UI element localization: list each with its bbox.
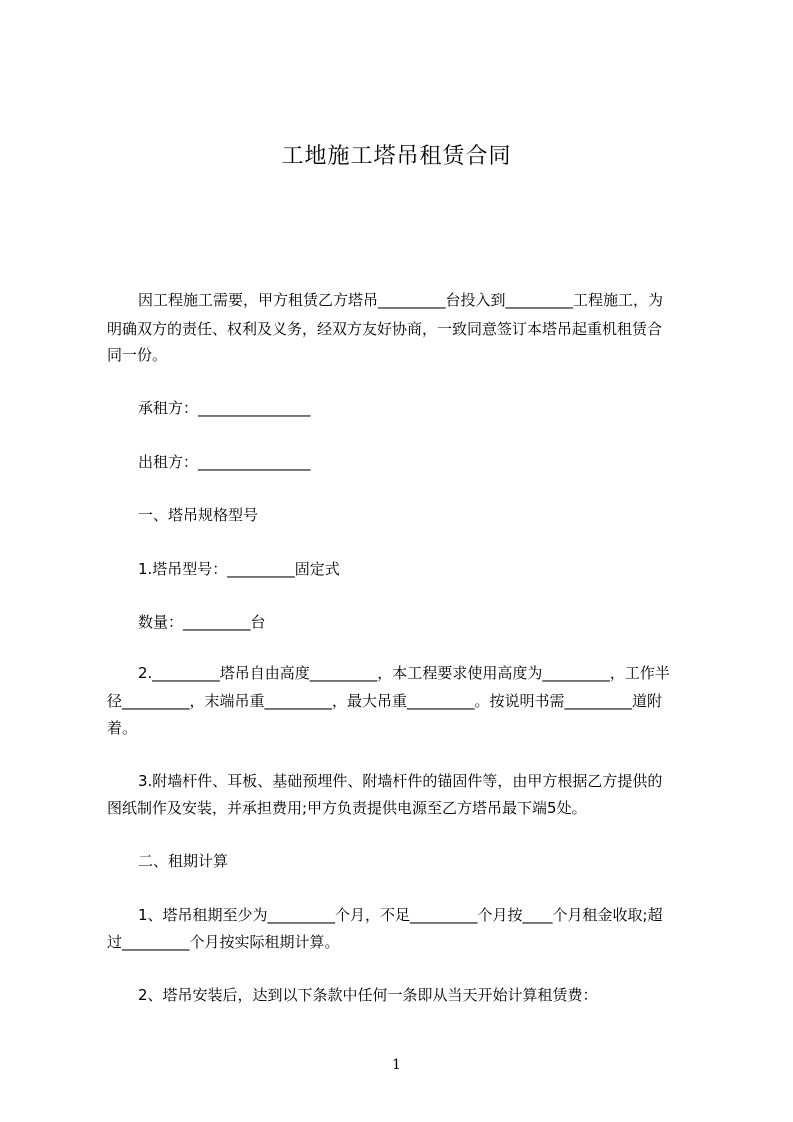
section-1-item-1: 1.塔吊型号：_________固定式 (138, 560, 340, 578)
section-1-item-2-line-2: 径_________，末端吊重_________，最大吊重_________。按说明书需_________道附 (107, 692, 663, 710)
section-1-item-2-line-3: 着。 (107, 719, 138, 737)
section-1-item-2-line-1: 2._________塔吊自由高度_________，本工程要求使用高度为_________，工作半 (138, 664, 670, 682)
section-1-heading: 一、塔吊规格型号 (138, 506, 259, 524)
section-1-item-3-line-1: 3.附墙杆件、耳板、基础预埋件、附墙杆件的锚固件等，由甲方根据乙方提供的 (138, 772, 663, 790)
document-title: 工地施工塔吊租赁合同 (281, 144, 512, 169)
page-number: 1 (392, 1057, 401, 1073)
section-1-item-3-line-2: 图纸制作及安装，并承担费用;甲方负责提供电源至乙方塔吊最下端5处。 (107, 799, 587, 817)
section-2-item-1-line-1: 1、塔吊租期至少为_________个月，不足_________个月按____个月租金收取;超 (138, 906, 663, 924)
section-2-heading: 二、租期计算 (138, 852, 229, 870)
section-1-quantity: 数量：_________台 (138, 613, 266, 631)
section-2-item-1-line-2: 过_________个月按实际租期计算。 (107, 933, 340, 951)
intro-line-1: 因工程施工需要，甲方租赁乙方塔吊_________台投入到_________工程施工，为 (138, 291, 664, 309)
lessor-line: 出租方：_______________ (138, 453, 311, 471)
section-2-item-2: 2、塔吊安装后，达到以下条款中任何一条即从当天开始计算租赁费： (138, 986, 598, 1004)
intro-line-2: 明确双方的责任、权利及义务，经双方友好协商，一致同意签订本塔吊起重机租赁合 (107, 320, 663, 338)
intro-line-3: 同一份。 (107, 346, 168, 364)
lessee-line: 承租方：_______________ (138, 399, 311, 417)
